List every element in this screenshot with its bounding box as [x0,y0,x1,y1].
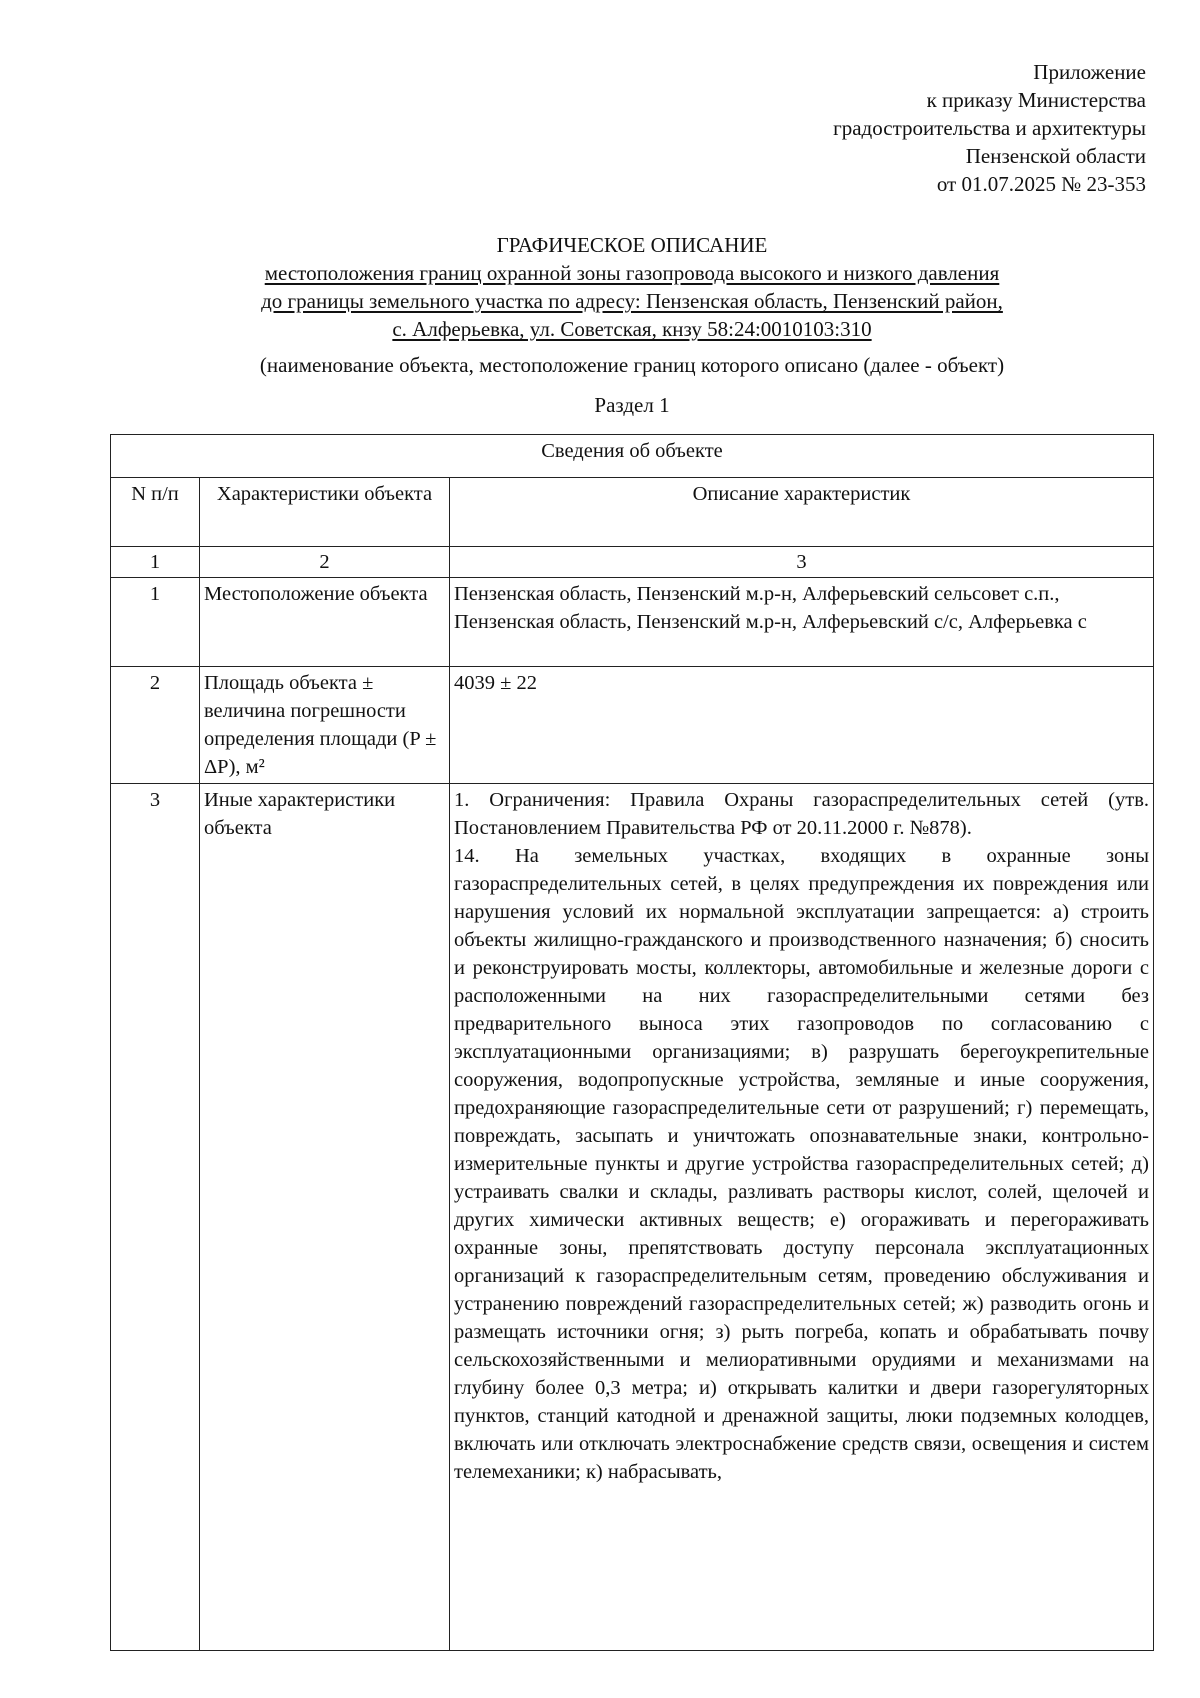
header-cell: Характеристики объекта [200,478,450,547]
row-characteristic: Площадь объекта ± величина погрешности определения площади (P ± ΔP), м² [200,667,450,784]
appendix-line: Приложение [1033,60,1146,84]
object-name-line: местоположения границ охранной зоны газопровода высокого и низкого давления [264,261,1000,285]
appendix-line: Пензенской области [965,144,1146,168]
table-caption: Сведения об объекте [111,435,1154,478]
table-row [111,784,1154,1651]
row-description: Пензенская область, Пензенский м.р-н, Алферьевский сельсовет с.п., Пензенская область, Пензенский м.р-н, Алферьевский с/с, Алферьевка с [450,578,1154,667]
header-cell: Описание характеристик [450,478,1154,547]
column-number: 1 [111,547,200,578]
object-name-line: с. Алферьевка, ул. Советская, кнзу 58:24:0010103:310 [392,317,872,341]
table-header-row [111,478,1154,547]
appendix-order-date: от 01.07.2025 № 23-353 [936,172,1146,196]
restriction-paragraph: 1. Ограничения: Правила Охраны газораспределительных сетей (утв. Постановлением Правительства РФ от 20.11.2000 г. №878). [454,789,1150,839]
row-description: 4039 ± 22 [450,667,1154,784]
appendix-line: к приказу Министерства [926,88,1146,112]
column-number: 2 [200,547,450,578]
row-description [450,784,1154,1651]
table-row [111,667,1154,784]
object-name-caption: (наименование объекта, местоположение границ которого описано (далее - объект) [259,353,1005,377]
section-title: Раздел 1 [594,393,670,417]
row-number: 1 [111,578,200,667]
document-title: ГРАФИЧЕСКОЕ ОПИСАНИЕ [496,233,768,257]
column-number-row [111,547,1154,578]
column-number: 3 [450,547,1154,578]
appendix-line: градостроительства и архитектуры [833,116,1146,140]
row-characteristic: Иные характеристики объекта [200,784,450,1651]
title-block [110,231,1154,379]
restriction-paragraph: 14. На земельных участках, входящих в охранные зоны газораспределительных сетей, в целях предупреждения их повреждения или нарушения условий их нормальной эксплуатации запрещается: а) строить объекты жилищно-гражданского и производственного назначения; б) сносить и реконструировать мосты, коллекторы, автомобильные и железные дороги с расположенными на них газораспределительными сетями без предварительного выноса этих газопроводов по согласованию с эксплуатационными организациями; в) разрушать берегоукрепительные сооружения, водопропускные устройства, земляные и иные сооружения, предохраняющие газораспределительные сети от разрушений; г) перемещать, повреждать, засыпать и уничтожать опознавательные знаки, контрольно-измерительные пункты и другие устройства газораспределительных сетей; д) устраивать свалки и склады, разливать растворы кислот, солей, щелочей и других химически активных веществ; е) огораживать и перегораживать охранные зоны, препятствовать доступу персонала эксплуатационных организаций к газораспределительным сетям, проведению обслуживания и устранению повреждений газораспределительных сетей; ж) разводить огонь и размещать источники огня; з) рыть погреба, копать и обрабатывать почву сельскохозяйственными и мелиоративными орудиями и механизмами на глубину более 0,3 метра; и) открывать калитки и двери газорегуляторных пунктов, станций катодной и дренажной защиты, люки подземных колодцев, включать или отключать электроснабжение средств связи, освещения и систем телемеханики; к) набрасывать, [454,845,1150,1483]
object-info-table [110,434,1154,1651]
appendix-block [833,58,1146,198]
table-row [111,578,1154,667]
row-characteristic: Местоположение объекта [200,578,450,667]
table-caption-row [111,435,1154,478]
header-cell: N п/п [111,478,200,547]
row-number: 3 [111,784,200,1651]
object-name-line: до границы земельного участка по адресу: Пензенская область, Пензенский район, [261,289,1003,313]
row-number: 2 [111,667,200,784]
